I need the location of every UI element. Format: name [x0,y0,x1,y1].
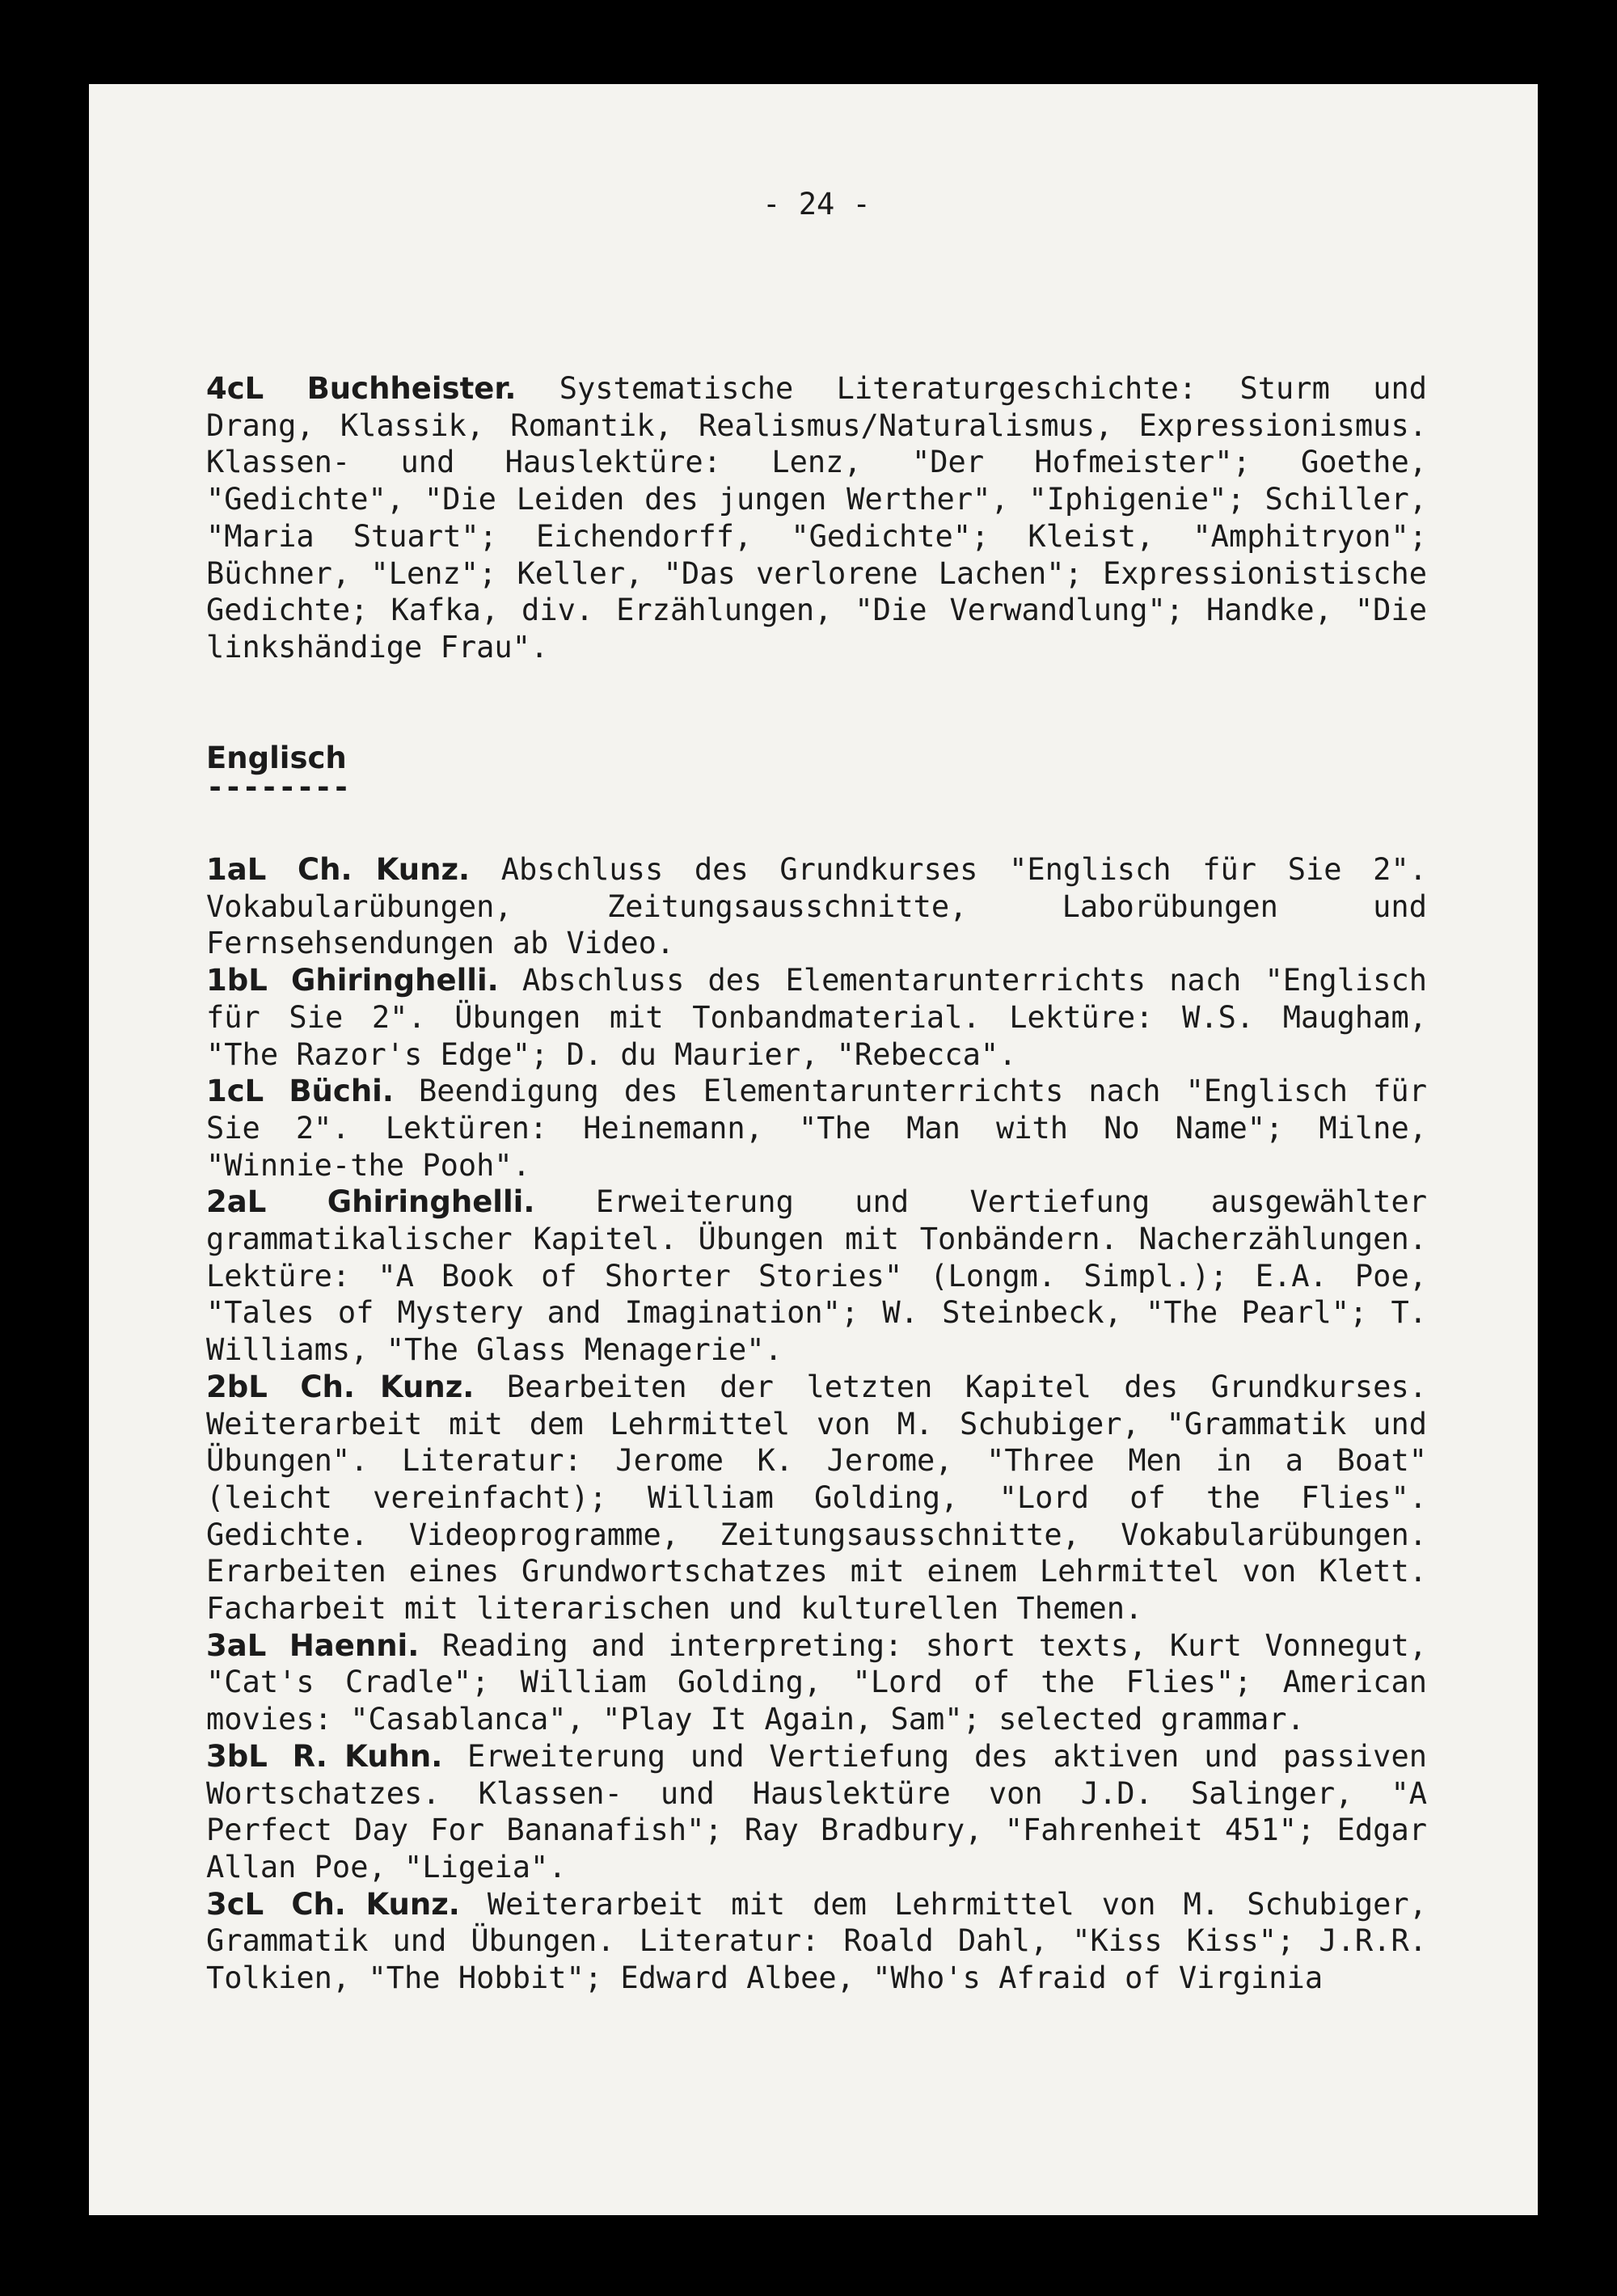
course-description: Reading and interpreting: short texts, Kurt Vonnegut, "Cat's Cradle"; William Golding, "Lord of the Flies"; American movies: "Casablanca", "Play It Again, Sam"; selected grammar. [206,1627,1428,1737]
course-code: 1bL [206,963,268,998]
course-code: 2aL [206,1184,267,1220]
course-code: 3aL [206,1627,267,1663]
course-description: Weiterarbeit mit dem Lehrmittel von M. Schubiger, Grammatik und Übungen. Literatur: Roald Dahl, "Kiss Kiss"; J.R.R. Tolkien, "The Hobbit"; Edward Albee, "Who's Afraid of Virginia [206,1886,1427,1996]
teacher-name: Ch. Kunz. [300,1369,475,1404]
course-description: Erweiterung und Vertiefung ausgewählter grammatikalischer Kapitel. Übungen mit Tonbändern. Nacherzählungen. Lektüre: "A Book of Shorter Stories" (Longm. Simpl.); E.A. Poe, "Tales of Mystery and Imagination"; W. Steinbeck, "The Pearl"; T. Williams, "The Glass Menagerie". [206,1184,1427,1368]
document-page [89,84,1538,2215]
teacher-name: Haenni. [289,1627,420,1663]
course-description: Abschluss des Grundkurses "Englisch für Sie 2". Vokabularübungen, Zeitungsausschnitte, Laborübungen und Fernsehsendungen ab Video. [206,852,1428,961]
course-code: 2bL [206,1369,268,1404]
deutsch-continued-block [206,370,1427,666]
course-entry-1cL [206,1073,1427,1184]
course-entry-1bL [206,962,1427,1073]
course-code: 1cL [206,1074,264,1109]
course-entry-4cL [206,370,1427,666]
course-code: 1aL [206,852,267,887]
teacher-name: Ch. Kunz. [297,852,471,887]
course-entry-2bL [206,1369,1427,1627]
course-description: Abschluss des Elementarunterrichts nach "Englisch für Sie 2". Übungen mit Tonbandmaterial. Lektüre: W.S. Maugham, "The Razor's Edge"; D. du Maurier, "Rebecca". [206,963,1427,1072]
course-description: Systematische Literaturgeschichte: Sturm und Drang, Klassik, Romantik, Realismus/Naturalismus, Expressionismus. Klassen- und Hauslektüre: Lenz, "Der Hofmeister"; Goethe, "Gedichte", "Die Leiden des jungen Werther", "Iphigenie"; Schiller, "Maria Stuart"; Eichendorff, "Gedichte"; Kleist, "Amphitryon"; Büchner, "Lenz"; Keller, "Das verlorene Lachen"; Expressionistische Gedichte; Kafka, div. Erzählungen, "Die Verwandlung"; Handke, "Die linkshändige Frau". [206,371,1428,665]
teacher-name: Ghiringhelli. [291,963,499,998]
teacher-name: Ghiringhelli. [327,1184,535,1220]
teacher-name: Buchheister. [306,371,517,406]
section-heading-underline: -------- [206,770,351,804]
teacher-name: Büchi. [289,1074,394,1109]
course-entry-3aL [206,1627,1427,1738]
course-entry-3bL [206,1738,1427,1886]
course-code: 4cL [206,371,264,406]
section-heading: Englisch [206,741,347,775]
course-entry-2aL [206,1184,1427,1369]
course-description: Bearbeiten der letzten Kapitel des Grundkurses. Weiterarbeit mit dem Lehrmittel von M. Schubiger, "Grammatik und Übungen". Literatur: Jerome K. Jerome, "Three Men in a Boat" (leicht vereinfacht); William Golding, "Lord of the Flies". Gedichte. Videoprogramme, Zeitungsausschnitte, Vokabularübungen. Erarbeiten eines Grundwortschatzes mit einem Lehrmittel von Klett. Facharbeit mit literarischen und kulturellen Themen. [206,1369,1428,1627]
course-description: Erweiterung und Vertiefung des aktiven und passiven Wortschatzes. Klassen- und Hauslektüre von J.D. Salinger, "A Perfect Day For Bananafish"; Ray Bradbury, "Fahrenheit 451"; Edgar Allan Poe, "Ligeia". [206,1738,1428,1884]
englisch-course-list [206,851,1427,1997]
teacher-name: Ch. Kunz. [291,1886,460,1922]
course-entry-1aL [206,851,1427,962]
course-entry-3cL [206,1886,1427,1997]
course-code: 3cL [206,1886,264,1922]
page-number: - 24 - [762,187,871,222]
teacher-name: R. Kuhn. [292,1738,443,1774]
course-code: 3bL [206,1738,268,1774]
course-description: Beendigung des Elementarunterrichts nach "Englisch für Sie 2". Lektüren: Heinemann, "The Man with No Name"; Milne, "Winnie-the Pooh". [206,1074,1427,1183]
